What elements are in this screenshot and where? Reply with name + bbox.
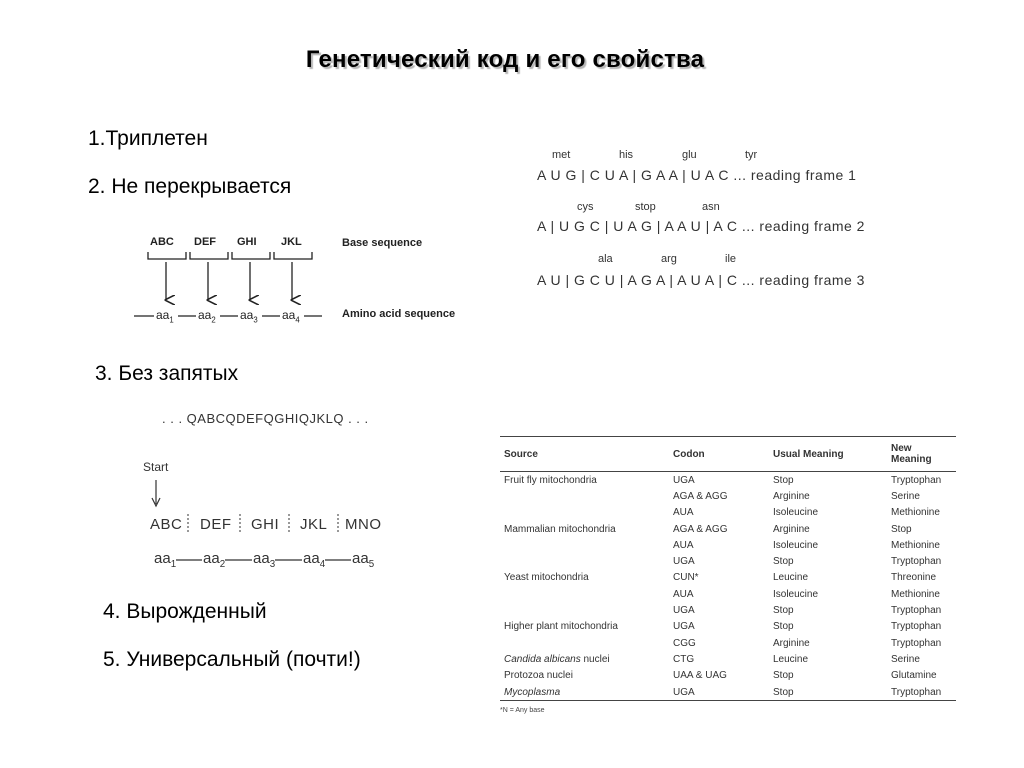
cell-codon: CUN*: [673, 572, 699, 584]
amino-acid-1: $aa_1$: [156, 308, 174, 325]
cell-usual-meaning: Isoleucine: [773, 588, 819, 600]
cell-usual-meaning: Stop: [773, 605, 794, 617]
cell-codon: UGA: [673, 474, 695, 486]
comma-codon-jkl: JKL: [300, 516, 328, 533]
amino-acid-2: $aa_2$: [198, 308, 216, 325]
comma-aa-4: $aa_4$: [303, 550, 326, 570]
cell-source: Mycoplasma: [500, 684, 669, 701]
cell-usual-meaning: Stop: [773, 556, 794, 568]
cell-codon: AGA & AGG: [673, 490, 728, 502]
cell-new-meaning: Methionine: [891, 539, 940, 551]
frame1-aa-tyr: tyr: [745, 149, 758, 161]
slide-title: Генетический код и его свойства: [305, 46, 705, 73]
table-row: [500, 505, 956, 521]
codon-abc: ABC: [150, 236, 174, 248]
table-footnote: *N = Any base: [500, 707, 545, 715]
amino-acid-4: $aa_4$: [282, 308, 300, 325]
cell-new-meaning: Tryptophan: [891, 474, 942, 486]
table-row: [500, 570, 956, 586]
comma-aa-2: $aa_2$: [203, 550, 226, 570]
cell-usual-meaning: Isoleucine: [773, 539, 819, 551]
cell-new-meaning: Serine: [891, 653, 920, 665]
table-row: [500, 651, 956, 667]
table-row: [500, 553, 956, 569]
property-universal: 5. Универсальный (почти!): [103, 648, 361, 671]
frame1-aa-met: met: [552, 149, 571, 161]
cell-codon: UGA: [673, 621, 695, 633]
cell-codon: AUA: [673, 507, 694, 519]
cell-source: Protozoa nuclei: [504, 670, 573, 682]
cell-source: Fruit fly mitochondria: [504, 474, 597, 486]
cell-source: Higher plant mitochondria: [504, 621, 618, 633]
header-usual-meaning: Usual Meaning: [769, 437, 887, 472]
frame3-aa-ile: ile: [725, 253, 737, 265]
frame2-aa-cys: cys: [577, 201, 594, 213]
cell-new-meaning: Methionine: [891, 507, 940, 519]
cell-usual-meaning: Stop: [773, 670, 794, 682]
cell-usual-meaning: Arginine: [773, 523, 810, 535]
table-row: [500, 635, 956, 651]
codon-jkl: JKL: [281, 236, 302, 248]
commaless-diagram: [140, 408, 400, 573]
cell-source: [500, 537, 669, 553]
table-header-row: [500, 437, 956, 472]
cell-source: [500, 505, 669, 521]
cell-source: [500, 586, 669, 602]
cell-usual-meaning: Leucine: [773, 653, 809, 665]
comma-aa-1: $aa_1$: [154, 550, 177, 570]
table-row: [500, 602, 956, 618]
cell-new-meaning: Tryptophan: [887, 684, 956, 701]
table-row: [500, 668, 956, 684]
start-label: Start: [143, 460, 169, 474]
comma-aa-3: $aa_3$: [253, 550, 276, 570]
amino-acid-3: $aa_3$: [240, 308, 258, 325]
frame1-sequence: A U G | C U A | G A A | U A C ... reading frame 1: [537, 167, 857, 183]
cell-codon: UGA: [669, 684, 769, 701]
cell-codon: CGG: [673, 637, 696, 649]
cell-codon: CTG: [673, 653, 695, 665]
cell-usual-meaning: Isoleucine: [773, 507, 819, 519]
table-row: [500, 537, 956, 553]
table-row: [500, 521, 956, 537]
table-row: [500, 619, 956, 635]
frame3-aa-ala: ala: [598, 253, 613, 265]
cell-codon: UGA: [673, 605, 695, 617]
cell-source: [500, 553, 669, 569]
amino-sequence-label: Amino acid sequence: [342, 308, 456, 320]
comma-codon-abc: ABC: [150, 516, 183, 533]
frame3-sequence: A U | G C U | A G A | A U A | C ... reading frame 3: [537, 272, 865, 288]
table-body: [500, 472, 956, 701]
cell-new-meaning: Methionine: [891, 588, 940, 600]
commaless-lines: [140, 408, 400, 573]
cell-codon: AUA: [673, 539, 694, 551]
table-row: [500, 472, 956, 489]
table-row: [500, 488, 956, 504]
table-row: [500, 684, 956, 701]
comma-codon-def: DEF: [200, 516, 232, 533]
cell-usual-meaning: Leucine: [773, 572, 809, 584]
cell-source: Mammalian mitochondria: [504, 523, 616, 535]
frame2-aa-asn: asn: [702, 201, 720, 213]
cell-new-meaning: Tryptophan: [891, 637, 942, 649]
cell-new-meaning: Tryptophan: [891, 605, 942, 617]
cell-codon: UAA & UAG: [673, 670, 727, 682]
cell-usual-meaning: Stop: [769, 684, 887, 701]
cell-usual-meaning: Arginine: [773, 637, 810, 649]
cell-usual-meaning: Stop: [773, 474, 794, 486]
property-commaless: 3. Без запятых: [95, 362, 239, 385]
frame3-aa-arg: arg: [661, 253, 677, 265]
codon-def: DEF: [194, 236, 216, 248]
reading-frames-diagram: [535, 146, 935, 296]
cell-source: Candida albicans nuclei: [504, 653, 610, 665]
property-nonoverlapping: 2. Не перекрывается: [88, 175, 292, 198]
comma-aa-5: $aa_5$: [352, 550, 375, 570]
property-triplet: 1.Триплетен: [88, 127, 208, 150]
cell-source: [500, 602, 669, 618]
cell-usual-meaning: Stop: [773, 621, 794, 633]
property-degenerate: 4. Вырожденный: [103, 600, 267, 623]
cell-new-meaning: Serine: [891, 490, 920, 502]
cell-new-meaning: Stop: [891, 523, 912, 535]
cell-source: [500, 488, 669, 504]
cell-source: Yeast mitochondria: [504, 572, 589, 584]
comma-codon-ghi: GHI: [251, 516, 280, 533]
cell-new-meaning: Glutamine: [891, 670, 937, 682]
header-new-meaning: New Meaning: [887, 437, 956, 472]
cell-source: [500, 635, 669, 651]
frame1-aa-glu: glu: [682, 149, 697, 161]
base-sequence-label: Base sequence: [342, 237, 423, 249]
frame2-sequence: A | U G C | U A G | A A U | A C ... reading frame 2: [537, 218, 865, 234]
cell-usual-meaning: Arginine: [773, 490, 810, 502]
cell-new-meaning: Tryptophan: [891, 556, 942, 568]
commaless-sequence: . . . QABCQDEFQGHIQJKLQ . . .: [162, 411, 369, 426]
code-table-container: [500, 436, 956, 714]
frame2-aa-stop: stop: [635, 201, 656, 213]
frame1-aa-his: his: [619, 149, 634, 161]
cell-new-meaning: Tryptophan: [891, 621, 942, 633]
header-source: Source: [500, 437, 669, 472]
cell-codon: AUA: [673, 588, 694, 600]
codon-ghi: GHI: [237, 236, 257, 248]
code-table: [500, 437, 956, 701]
cell-codon: UGA: [673, 556, 695, 568]
comma-codon-mno: MNO: [345, 516, 382, 533]
header-codon: Codon: [669, 437, 769, 472]
table-row: [500, 586, 956, 602]
cell-new-meaning: Threonine: [891, 572, 937, 584]
cell-codon: AGA & AGG: [673, 523, 728, 535]
nonoverlap-diagram: [130, 232, 475, 332]
